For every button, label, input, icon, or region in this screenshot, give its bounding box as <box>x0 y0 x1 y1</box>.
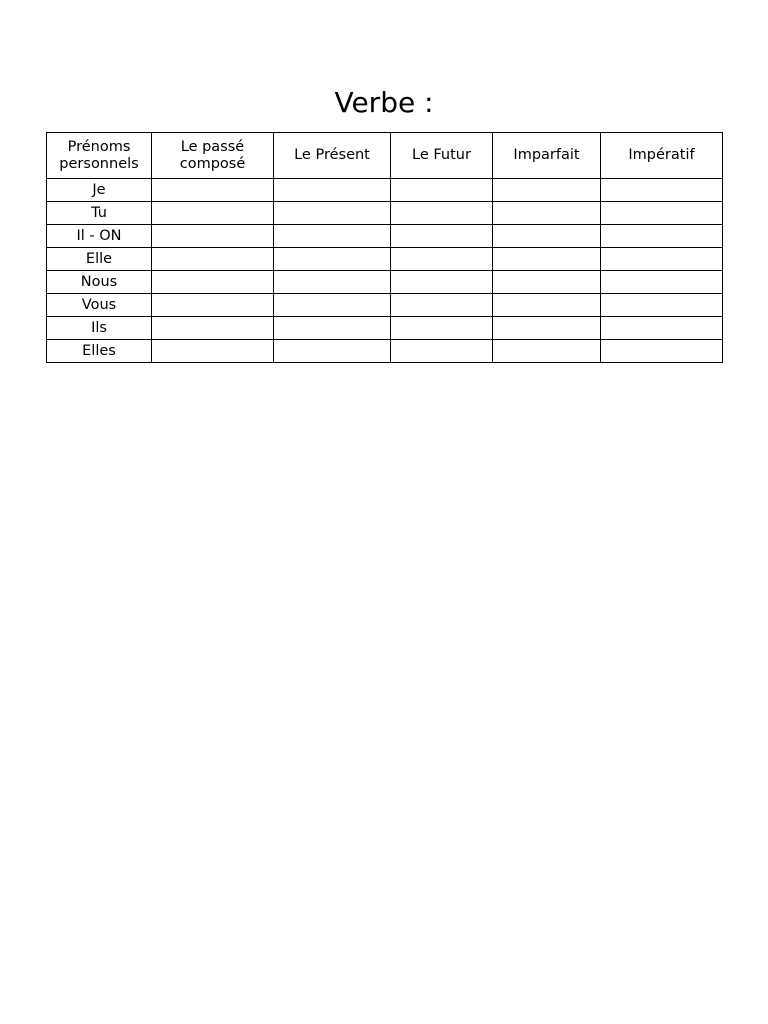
answer-cell[interactable] <box>601 317 723 340</box>
answer-cell[interactable] <box>601 202 723 225</box>
pronoun-cell: Je <box>47 179 152 202</box>
pronoun-cell: Elles <box>47 340 152 363</box>
answer-cell[interactable] <box>274 271 391 294</box>
answer-cell[interactable] <box>274 248 391 271</box>
answer-cell[interactable] <box>152 225 274 248</box>
pronoun-cell: Vous <box>47 294 152 317</box>
conjugation-table <box>46 132 723 363</box>
header-passe-compose: Le passé composé <box>152 133 274 179</box>
pronoun-cell: Tu <box>47 202 152 225</box>
answer-cell[interactable] <box>274 202 391 225</box>
answer-cell[interactable] <box>391 294 493 317</box>
answer-cell[interactable] <box>493 248 601 271</box>
table-row <box>47 225 723 248</box>
answer-cell[interactable] <box>274 294 391 317</box>
answer-cell[interactable] <box>493 317 601 340</box>
answer-cell[interactable] <box>601 179 723 202</box>
table-row <box>47 202 723 225</box>
answer-cell[interactable] <box>152 294 274 317</box>
header-present: Le Présent <box>274 133 391 179</box>
answer-cell[interactable] <box>391 271 493 294</box>
answer-cell[interactable] <box>274 340 391 363</box>
answer-cell[interactable] <box>391 202 493 225</box>
answer-cell[interactable] <box>493 271 601 294</box>
table-row <box>47 294 723 317</box>
answer-cell[interactable] <box>601 340 723 363</box>
answer-cell[interactable] <box>601 248 723 271</box>
answer-cell[interactable] <box>391 248 493 271</box>
answer-cell[interactable] <box>274 179 391 202</box>
table-row <box>47 179 723 202</box>
table-body <box>47 179 723 363</box>
answer-cell[interactable] <box>274 225 391 248</box>
answer-cell[interactable] <box>391 317 493 340</box>
answer-cell[interactable] <box>601 271 723 294</box>
table-row <box>47 271 723 294</box>
table-header <box>47 133 723 179</box>
answer-cell[interactable] <box>274 317 391 340</box>
answer-cell[interactable] <box>152 340 274 363</box>
table-row <box>47 317 723 340</box>
answer-cell[interactable] <box>152 202 274 225</box>
answer-cell[interactable] <box>493 294 601 317</box>
answer-cell[interactable] <box>493 179 601 202</box>
header-futur: Le Futur <box>391 133 493 179</box>
answer-cell[interactable] <box>601 225 723 248</box>
answer-cell[interactable] <box>493 202 601 225</box>
table-row <box>47 248 723 271</box>
answer-cell[interactable] <box>493 225 601 248</box>
page-title: Verbe : <box>334 86 434 119</box>
header-row <box>47 133 723 179</box>
answer-cell[interactable] <box>493 340 601 363</box>
pronoun-cell: Nous <box>47 271 152 294</box>
answer-cell[interactable] <box>152 179 274 202</box>
table-row <box>47 340 723 363</box>
answer-cell[interactable] <box>391 340 493 363</box>
answer-cell[interactable] <box>391 179 493 202</box>
pronoun-cell: Il - ON <box>47 225 152 248</box>
header-imparfait: Imparfait <box>493 133 601 179</box>
header-imperatif: Impératif <box>601 133 723 179</box>
pronoun-cell: Elle <box>47 248 152 271</box>
answer-cell[interactable] <box>391 225 493 248</box>
answer-cell[interactable] <box>152 248 274 271</box>
answer-cell[interactable] <box>152 271 274 294</box>
answer-cell[interactable] <box>601 294 723 317</box>
header-pronouns: Prénoms personnels <box>47 133 152 179</box>
answer-cell[interactable] <box>152 317 274 340</box>
pronoun-cell: Ils <box>47 317 152 340</box>
